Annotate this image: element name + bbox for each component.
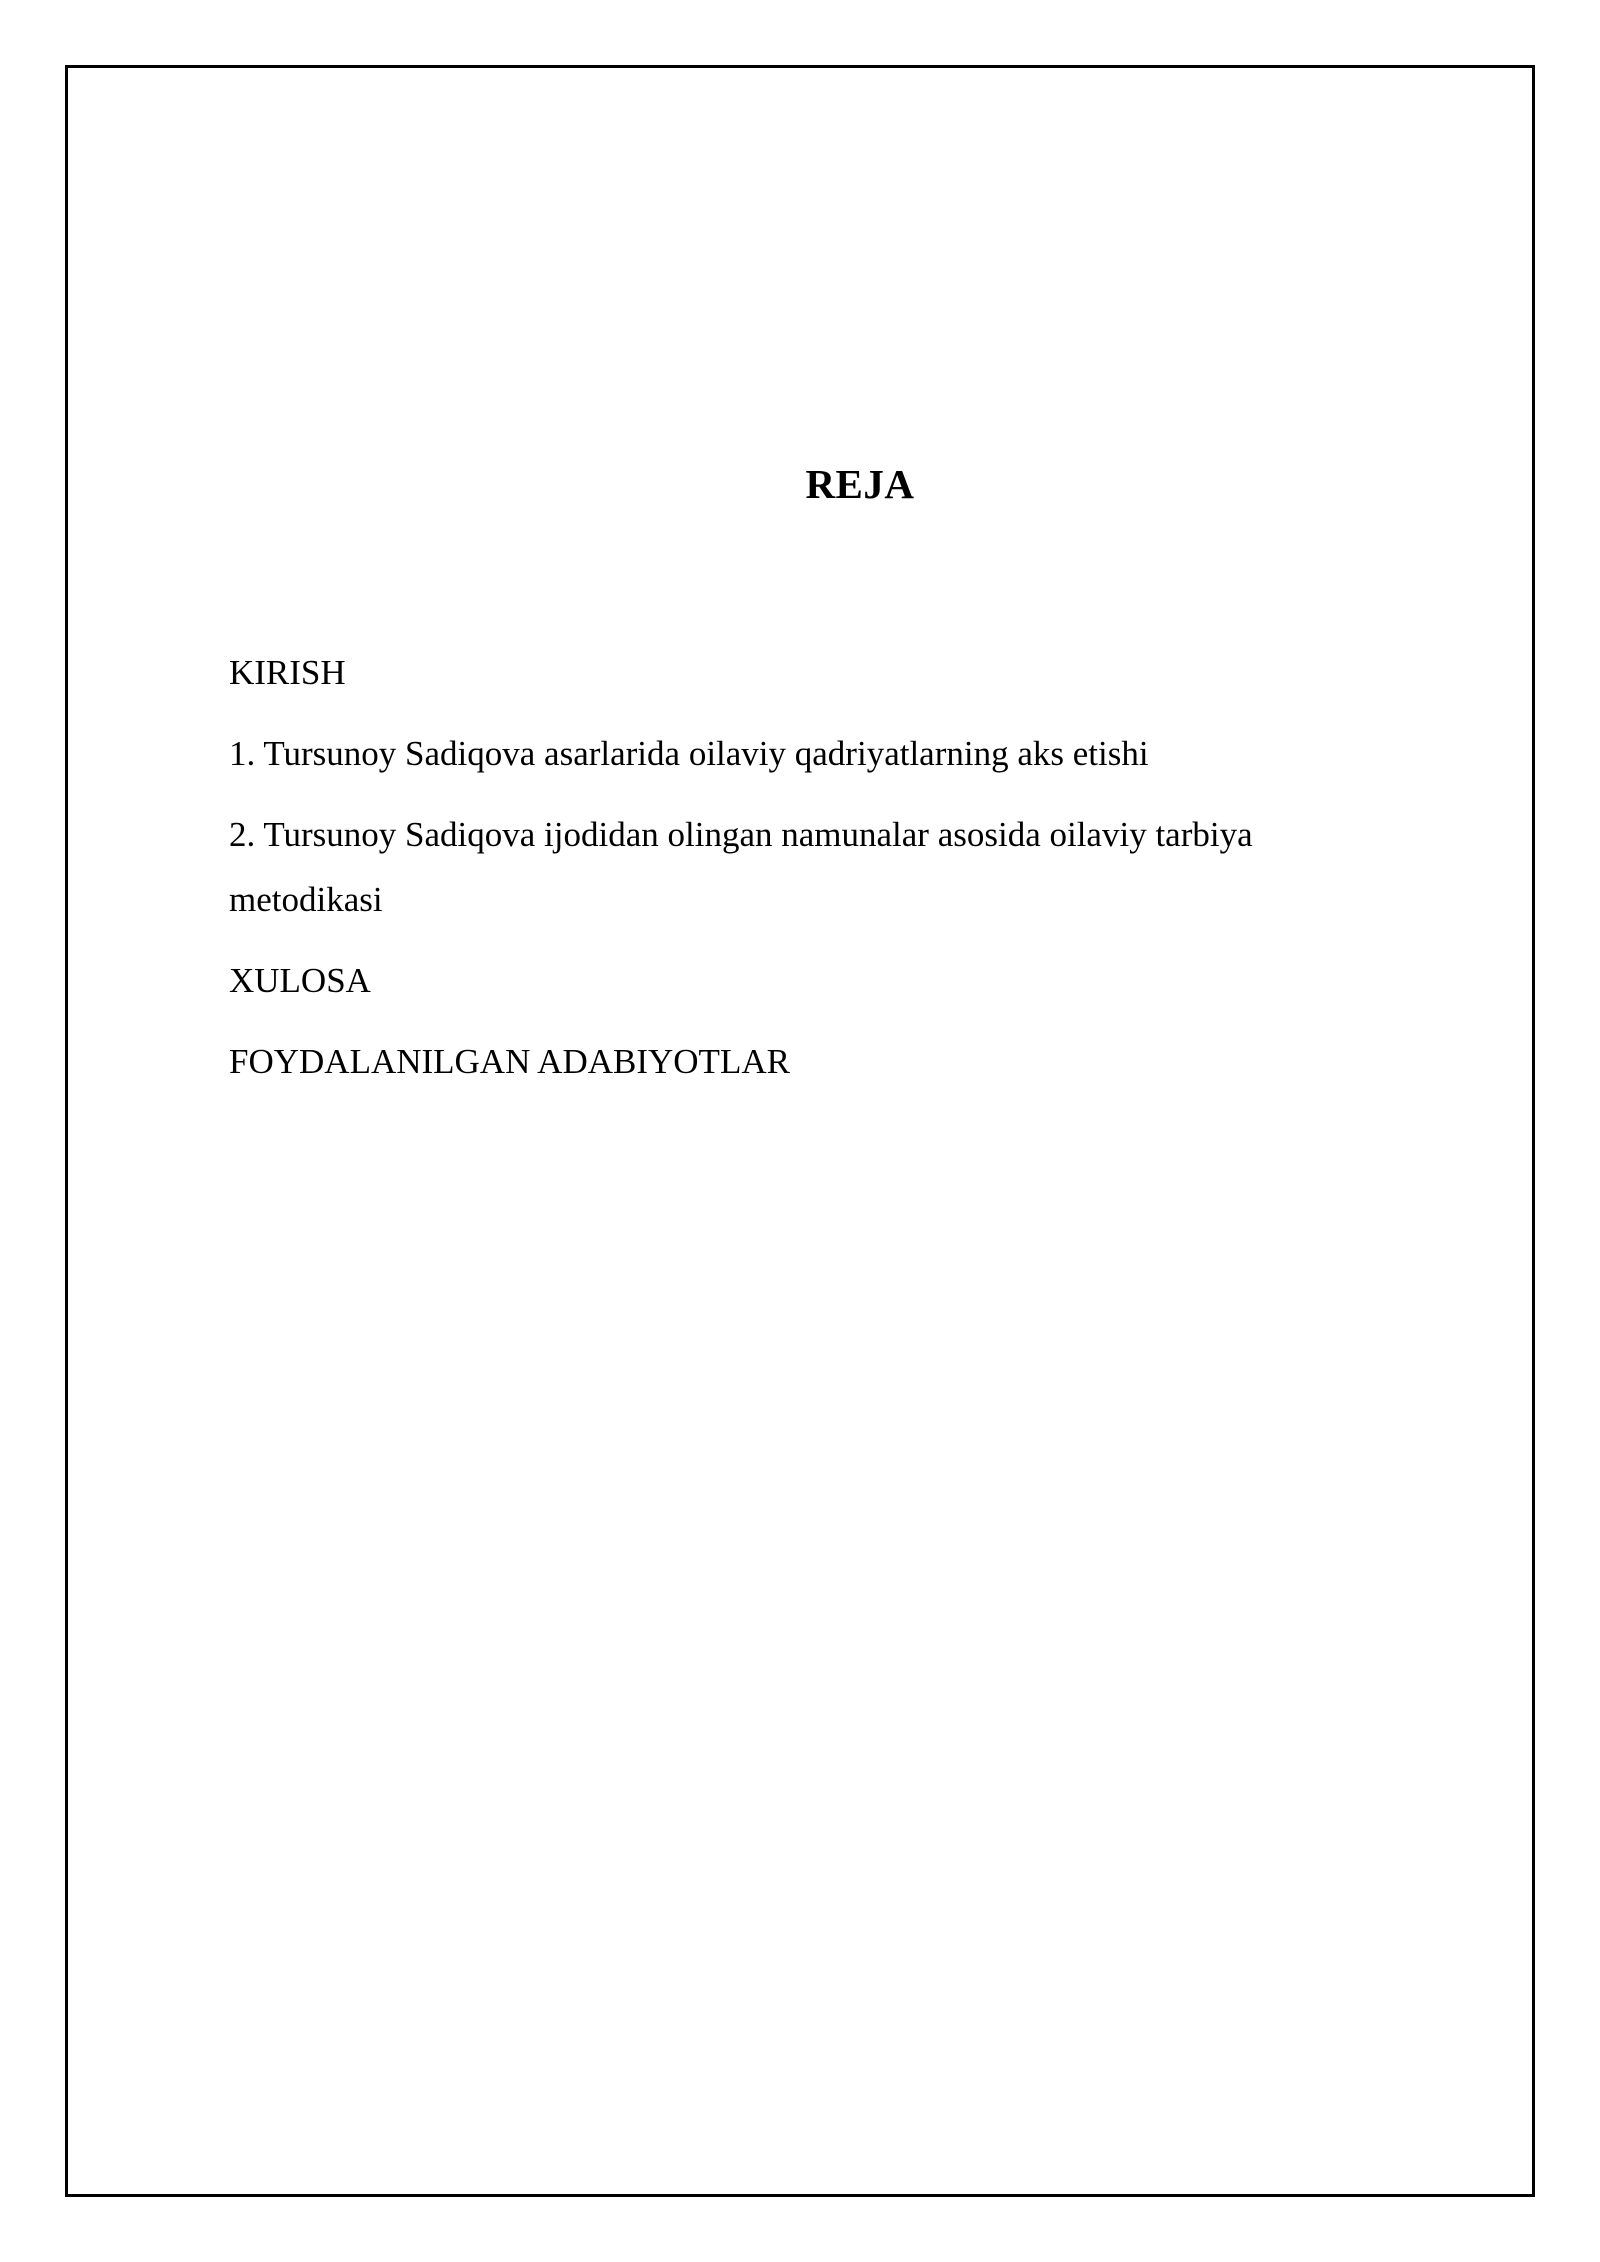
page-border — [65, 65, 1535, 2197]
plan-list — [229, 640, 1369, 1110]
plan-item-chapter-1: 1. Tursunoy Sadiqova asarlarida oilaviy qadriyatlarning aks etishi — [229, 734, 1149, 773]
page-title: REJA — [805, 461, 915, 507]
plan-item-references: FOYDALANILGAN ADABIYOTLAR — [229, 1042, 790, 1081]
plan-item-introduction: KIRISH — [229, 653, 346, 692]
plan-item-conclusion: XULOSA — [229, 961, 371, 1000]
plan-item-chapter-2: 2. Tursunoy Sadiqova ijodidan olingan namunalar asosida oilaviy tarbiya metodikasi — [229, 815, 1253, 919]
